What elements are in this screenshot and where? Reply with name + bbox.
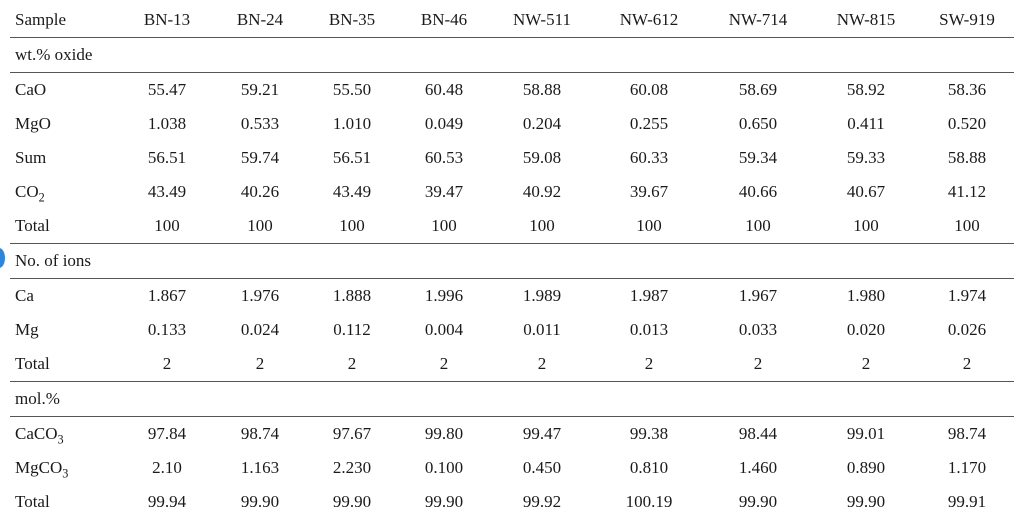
table-cell: 40.67 [812,175,920,209]
table-cell: 1.974 [920,279,1014,314]
table-cell: 0.004 [398,313,490,347]
table-cell: 0.011 [490,313,594,347]
table-cell: 98.74 [214,417,306,452]
table-cell: 60.53 [398,141,490,175]
table-cell: 98.74 [920,417,1014,452]
row-label [10,209,120,244]
table-cell: 99.94 [120,485,214,519]
row-label-text: Sum [15,148,46,167]
table-cell: 0.013 [594,313,704,347]
section-header-row [10,382,1014,417]
header-row [10,3,1014,38]
table-cell: 1.867 [120,279,214,314]
table-cell: 39.67 [594,175,704,209]
table-cell: 2 [812,347,920,382]
table-cell: 99.90 [398,485,490,519]
section-title: No. of ions [10,244,1014,279]
composition-table [10,3,1014,519]
table-cell: 60.08 [594,73,704,108]
table-row [10,313,1014,347]
table-cell: 1.987 [594,279,704,314]
table-row [10,107,1014,141]
table-cell: 2.10 [120,451,214,485]
table-cell: 99.90 [812,485,920,519]
table-cell: 0.650 [704,107,812,141]
table-cell: 0.450 [490,451,594,485]
edge-marker [0,248,5,268]
table-cell: 58.88 [920,141,1014,175]
row-label-text: MgO [15,114,51,133]
table-cell: 59.33 [812,141,920,175]
table-cell: 43.49 [306,175,398,209]
table-cell: 59.21 [214,73,306,108]
table-cell: 56.51 [120,141,214,175]
row-label-text: CaO [15,80,46,99]
table-cell: 0.024 [214,313,306,347]
table-cell: 55.50 [306,73,398,108]
table-cell: 0.255 [594,107,704,141]
table-cell: 99.91 [920,485,1014,519]
table-row [10,417,1014,452]
table-cell: 1.170 [920,451,1014,485]
row-label-text: MgCO [15,458,62,477]
table-cell: 59.74 [214,141,306,175]
table-cell: 1.980 [812,279,920,314]
column-header-label: Sample [10,3,120,38]
table-cell: 0.133 [120,313,214,347]
table-cell: 0.890 [812,451,920,485]
row-label-text: Total [15,354,50,373]
row-label [10,313,120,347]
table-cell: 0.411 [812,107,920,141]
table-cell: 1.888 [306,279,398,314]
table-row [10,209,1014,244]
column-header-sample: SW-919 [920,3,1014,38]
table-cell: 58.92 [812,73,920,108]
table-cell: 40.66 [704,175,812,209]
row-label [10,73,120,108]
column-header-sample: NW-511 [490,3,594,38]
table-cell: 99.01 [812,417,920,452]
row-label [10,485,120,519]
table-cell: 0.810 [594,451,704,485]
table-cell: 100 [920,209,1014,244]
table-cell: 2 [120,347,214,382]
row-label-subscript: 3 [62,466,68,480]
table-cell: 99.47 [490,417,594,452]
table-cell: 100 [306,209,398,244]
column-header-sample: BN-24 [214,3,306,38]
table-cell: 60.48 [398,73,490,108]
table-cell: 97.67 [306,417,398,452]
table-cell: 43.49 [120,175,214,209]
row-label [10,451,120,485]
row-label-text: CaCO [15,424,58,443]
table-row [10,141,1014,175]
table-cell: 0.520 [920,107,1014,141]
table-cell: 58.69 [704,73,812,108]
row-label [10,347,120,382]
table-cell: 2 [490,347,594,382]
row-label [10,107,120,141]
row-label-text: CO [15,182,39,201]
table-cell: 39.47 [398,175,490,209]
row-label [10,175,120,209]
table-cell: 98.44 [704,417,812,452]
table-cell: 56.51 [306,141,398,175]
table-cell: 2 [704,347,812,382]
column-header-sample: NW-612 [594,3,704,38]
table-cell: 40.26 [214,175,306,209]
table-cell: 1.967 [704,279,812,314]
section-header-row [10,38,1014,73]
table-cell: 0.100 [398,451,490,485]
row-label [10,279,120,314]
column-header-sample: NW-815 [812,3,920,38]
table-cell: 1.163 [214,451,306,485]
table-cell: 99.80 [398,417,490,452]
table-cell: 2 [594,347,704,382]
table-cell: 97.84 [120,417,214,452]
table-cell: 1.038 [120,107,214,141]
row-label [10,141,120,175]
table-cell: 100 [704,209,812,244]
table-cell: 58.88 [490,73,594,108]
table-row [10,73,1014,108]
table-cell: 0.533 [214,107,306,141]
table-cell: 0.033 [704,313,812,347]
table-cell: 2 [920,347,1014,382]
table-cell: 0.026 [920,313,1014,347]
row-label-subscript: 2 [39,190,45,204]
table-cell: 100 [398,209,490,244]
table-row [10,175,1014,209]
table-cell: 0.204 [490,107,594,141]
table-cell: 1.010 [306,107,398,141]
row-label-text: Total [15,492,50,511]
table-cell: 1.989 [490,279,594,314]
table-cell: 1.460 [704,451,812,485]
column-header-sample: NW-714 [704,3,812,38]
table-cell: 0.049 [398,107,490,141]
column-header-sample: BN-46 [398,3,490,38]
table-cell: 2 [398,347,490,382]
table-row [10,279,1014,314]
table-cell: 41.12 [920,175,1014,209]
row-label-text: Ca [15,286,34,305]
column-header-sample: BN-13 [120,3,214,38]
row-label-subscript: 3 [58,432,64,446]
table-cell: 100.19 [594,485,704,519]
table-cell: 40.92 [490,175,594,209]
section-title: mol.% [10,382,1014,417]
table-cell: 2 [214,347,306,382]
section-title: wt.% oxide [10,38,1014,73]
table-cell: 59.34 [704,141,812,175]
table-cell: 99.90 [214,485,306,519]
table-cell: 2 [306,347,398,382]
table-cell: 0.020 [812,313,920,347]
table-cell: 100 [812,209,920,244]
table-cell: 60.33 [594,141,704,175]
table-cell: 99.90 [306,485,398,519]
table-row [10,485,1014,519]
table-cell: 59.08 [490,141,594,175]
table-cell: 99.38 [594,417,704,452]
row-label-text: Total [15,216,50,235]
table-body [10,38,1014,519]
table-cell: 99.90 [704,485,812,519]
table-cell: 2.230 [306,451,398,485]
column-header-sample: BN-35 [306,3,398,38]
table-cell: 100 [490,209,594,244]
table-cell: 100 [214,209,306,244]
table-cell: 1.976 [214,279,306,314]
table-cell: 100 [594,209,704,244]
table-cell: 1.996 [398,279,490,314]
table-cell: 0.112 [306,313,398,347]
table-cell: 99.92 [490,485,594,519]
section-header-row [10,244,1014,279]
row-label [10,417,120,452]
table-cell: 58.36 [920,73,1014,108]
table-cell: 100 [120,209,214,244]
table-row [10,347,1014,382]
row-label-text: Mg [15,320,39,339]
table-row [10,451,1014,485]
table-cell: 55.47 [120,73,214,108]
